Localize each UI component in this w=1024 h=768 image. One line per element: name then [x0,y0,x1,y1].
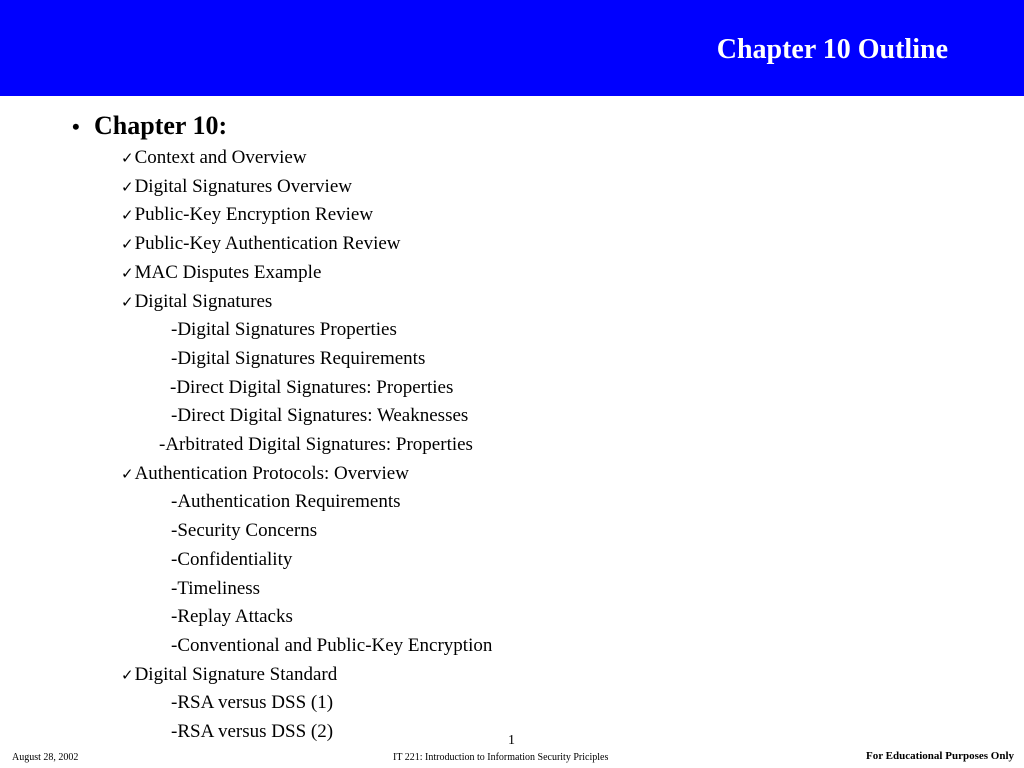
checkmark-icon: ✓ [121,178,134,196]
slide-title: Chapter 10 Outline [716,34,948,65]
outline-subitem [171,605,293,629]
outline-item-text: Digital Signatures Overview [134,176,352,197]
outline-heading [72,108,227,145]
outline-item-text: -Authentication Requirements [171,491,401,512]
outline-subitem [171,577,260,601]
outline-heading-text: Chapter 10: [94,111,228,140]
outline-item-text: -Replay Attacks [171,606,293,627]
outline-item-text: -Direct Digital Signatures: Properties [170,377,454,398]
outline-item-text: -Digital Signatures Properties [171,319,397,340]
outline-item-text: -Timeliness [171,578,261,599]
page-number: 1 [508,733,515,748]
outline-item [121,663,337,687]
outline-item-text: Context and Overview [134,147,307,168]
outline-item-text: -Digital Signatures Requirements [171,348,426,369]
footer-date: August 28, 2002 [12,752,79,763]
outline-item [121,203,373,227]
checkmark-icon: ✓ [121,465,134,483]
outline-item-text: -RSA versus DSS (2) [171,721,334,742]
outline-subitem [159,433,473,457]
outline-item-text: Digital Signatures [134,291,273,312]
outline-item-text: MAC Disputes Example [134,262,322,283]
outline-subitem [171,720,333,744]
outline-item [121,462,409,486]
bullet-icon: • [72,114,80,139]
checkmark-icon: ✓ [121,666,134,684]
footer-notice: For Educational Purposes Only [865,750,1014,762]
outline-item-text: -Conventional and Public-Key Encryption [171,635,493,656]
outline-item [121,175,352,199]
outline-subitem [171,404,468,428]
outline-item [121,146,307,170]
outline-subitem [171,519,317,543]
footer-course-title: IT 221: Introduction to Information Security Priciples [393,752,609,763]
outline-subitem [170,376,453,400]
outline-item-text: Digital Signature Standard [134,664,338,685]
outline-item-text: -RSA versus DSS (1) [171,692,334,713]
outline-item-text: -Confidentiality [171,549,293,570]
outline-subitem [171,548,292,572]
outline-subitem [171,634,492,658]
outline-subitem [171,347,425,371]
outline-item-text: Public-Key Authentication Review [134,233,401,254]
outline-subitem [171,318,397,342]
checkmark-icon: ✓ [121,206,134,224]
outline-subitem [171,490,401,514]
checkmark-icon: ✓ [121,149,134,167]
outline-item [121,232,401,256]
outline-item-text: -Arbitrated Digital Signatures: Properties [159,434,473,455]
outline-item-text: -Security Concerns [171,520,318,541]
outline-subitem [171,691,333,715]
checkmark-icon: ✓ [121,235,134,253]
outline-item [121,261,321,285]
checkmark-icon: ✓ [121,293,134,311]
outline-item-text: -Direct Digital Signatures: Weaknesses [171,405,469,426]
outline-item [121,290,272,314]
outline-item-text: Authentication Protocols: Overview [134,463,409,484]
checkmark-icon: ✓ [121,264,134,282]
outline-item-text: Public-Key Encryption Review [134,204,374,225]
